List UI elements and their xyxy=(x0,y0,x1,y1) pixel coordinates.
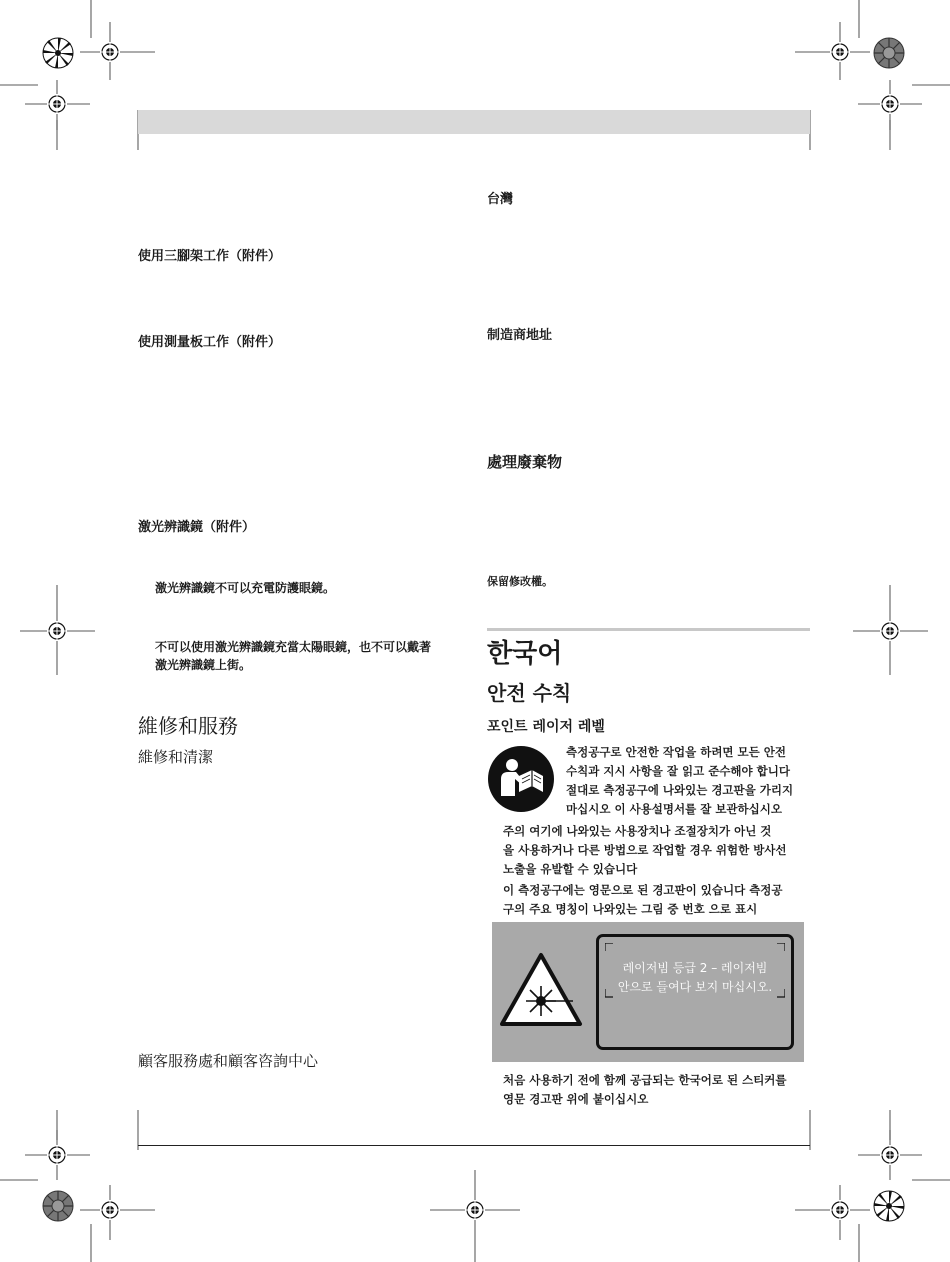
disposal-heading: 處理廢棄物 xyxy=(487,453,563,471)
cleaning-heading: 維修和清潔 xyxy=(138,748,214,766)
laser-warning-icon xyxy=(499,952,583,1028)
taiwan-heading: 台灣 xyxy=(487,192,514,207)
caution-line-1: 주의 여기에 나와있는 사용장치나 조절장치가 아닌 것 xyxy=(503,824,772,838)
rights-note: 保留修改權。 xyxy=(487,575,553,588)
sticker-note-line-1: 처음 사용하기 전에 함께 공급되는 한국어로 된 스티커를 xyxy=(503,1073,787,1087)
color-target-icon xyxy=(42,37,74,69)
laser-level-heading: 포인트 레이저 레벨 xyxy=(487,719,605,735)
intro-line-1: 측정공구로 안전한 작업을 하려면 모든 안전 xyxy=(566,745,786,759)
color-target-icon xyxy=(873,1190,905,1222)
sticker-line-1: 레이저빔 등급 2 – 레이저빔 xyxy=(622,961,768,975)
registration-mark-icon xyxy=(830,42,850,62)
caution-line-2: 을 사용하거나 다른 방법으로 작업할 경우 위험한 방사선 xyxy=(503,843,787,857)
label-line-1: 이 측정공구에는 영문으로 된 경고판이 있습니다 측정공 xyxy=(503,883,783,897)
registration-mark-icon xyxy=(47,94,67,114)
registration-mark-icon xyxy=(880,1145,900,1165)
intro-line-4: 마십시오 이 사용설명서를 잘 보관하십시오 xyxy=(566,802,782,816)
korean-sticker xyxy=(596,934,794,1050)
glasses-note-2-line-1: 不可以使用激光辨識鏡充當太陽眼鏡，也不可以戴著 xyxy=(155,640,432,654)
section-rule xyxy=(487,628,810,631)
header-bar xyxy=(138,110,810,134)
color-target-icon xyxy=(873,37,905,69)
safety-heading: 안전 수칙 xyxy=(487,681,572,705)
tripod-heading: 使用三腳架工作（附件） xyxy=(138,249,282,264)
customer-service-heading: 顧客服務處和顧客咨詢中心 xyxy=(138,1052,319,1070)
sticker-line-2: 안으로 들여다 보지 마십시오. xyxy=(617,980,773,994)
registration-mark-icon xyxy=(880,621,900,641)
glasses-note-2-line-2: 激光辨識鏡上街。 xyxy=(155,658,252,672)
glasses-heading: 激光辨識鏡（附件） xyxy=(138,520,256,535)
service-heading: 維修和服務 xyxy=(138,714,238,738)
footer-rule xyxy=(138,1145,810,1146)
read-manual-icon xyxy=(488,746,554,812)
korean-title: 한국어 xyxy=(487,639,563,669)
label-line-2: 구의 주요 명칭이 나와있는 그림 중 번호 으로 표시 xyxy=(503,902,758,916)
registration-mark-icon xyxy=(100,42,120,62)
sticker-note-line-2: 영문 경고판 위에 붙이십시오 xyxy=(503,1092,649,1106)
registration-mark-icon xyxy=(47,621,67,641)
glasses-note-1: 激光辨識鏡不可以充電防護眼鏡。 xyxy=(155,581,336,595)
caution-line-3: 노출을 유발할 수 있습니다 xyxy=(503,862,638,876)
target-plate-heading: 使用測量板工作（附件） xyxy=(138,335,282,350)
registration-mark-icon xyxy=(830,1200,850,1220)
color-target-icon xyxy=(42,1190,74,1222)
registration-mark-icon xyxy=(880,94,900,114)
intro-line-2: 수칙과 지시 사항을 잘 읽고 준수해야 합니다 xyxy=(566,764,790,778)
registration-mark-icon xyxy=(100,1200,120,1220)
intro-line-3: 절대로 측정공구에 나와있는 경고판을 가리지 xyxy=(566,783,794,797)
registration-mark-icon xyxy=(465,1200,485,1220)
manufacturer-heading: 制造商地址 xyxy=(487,328,553,343)
registration-mark-icon xyxy=(47,1145,67,1165)
